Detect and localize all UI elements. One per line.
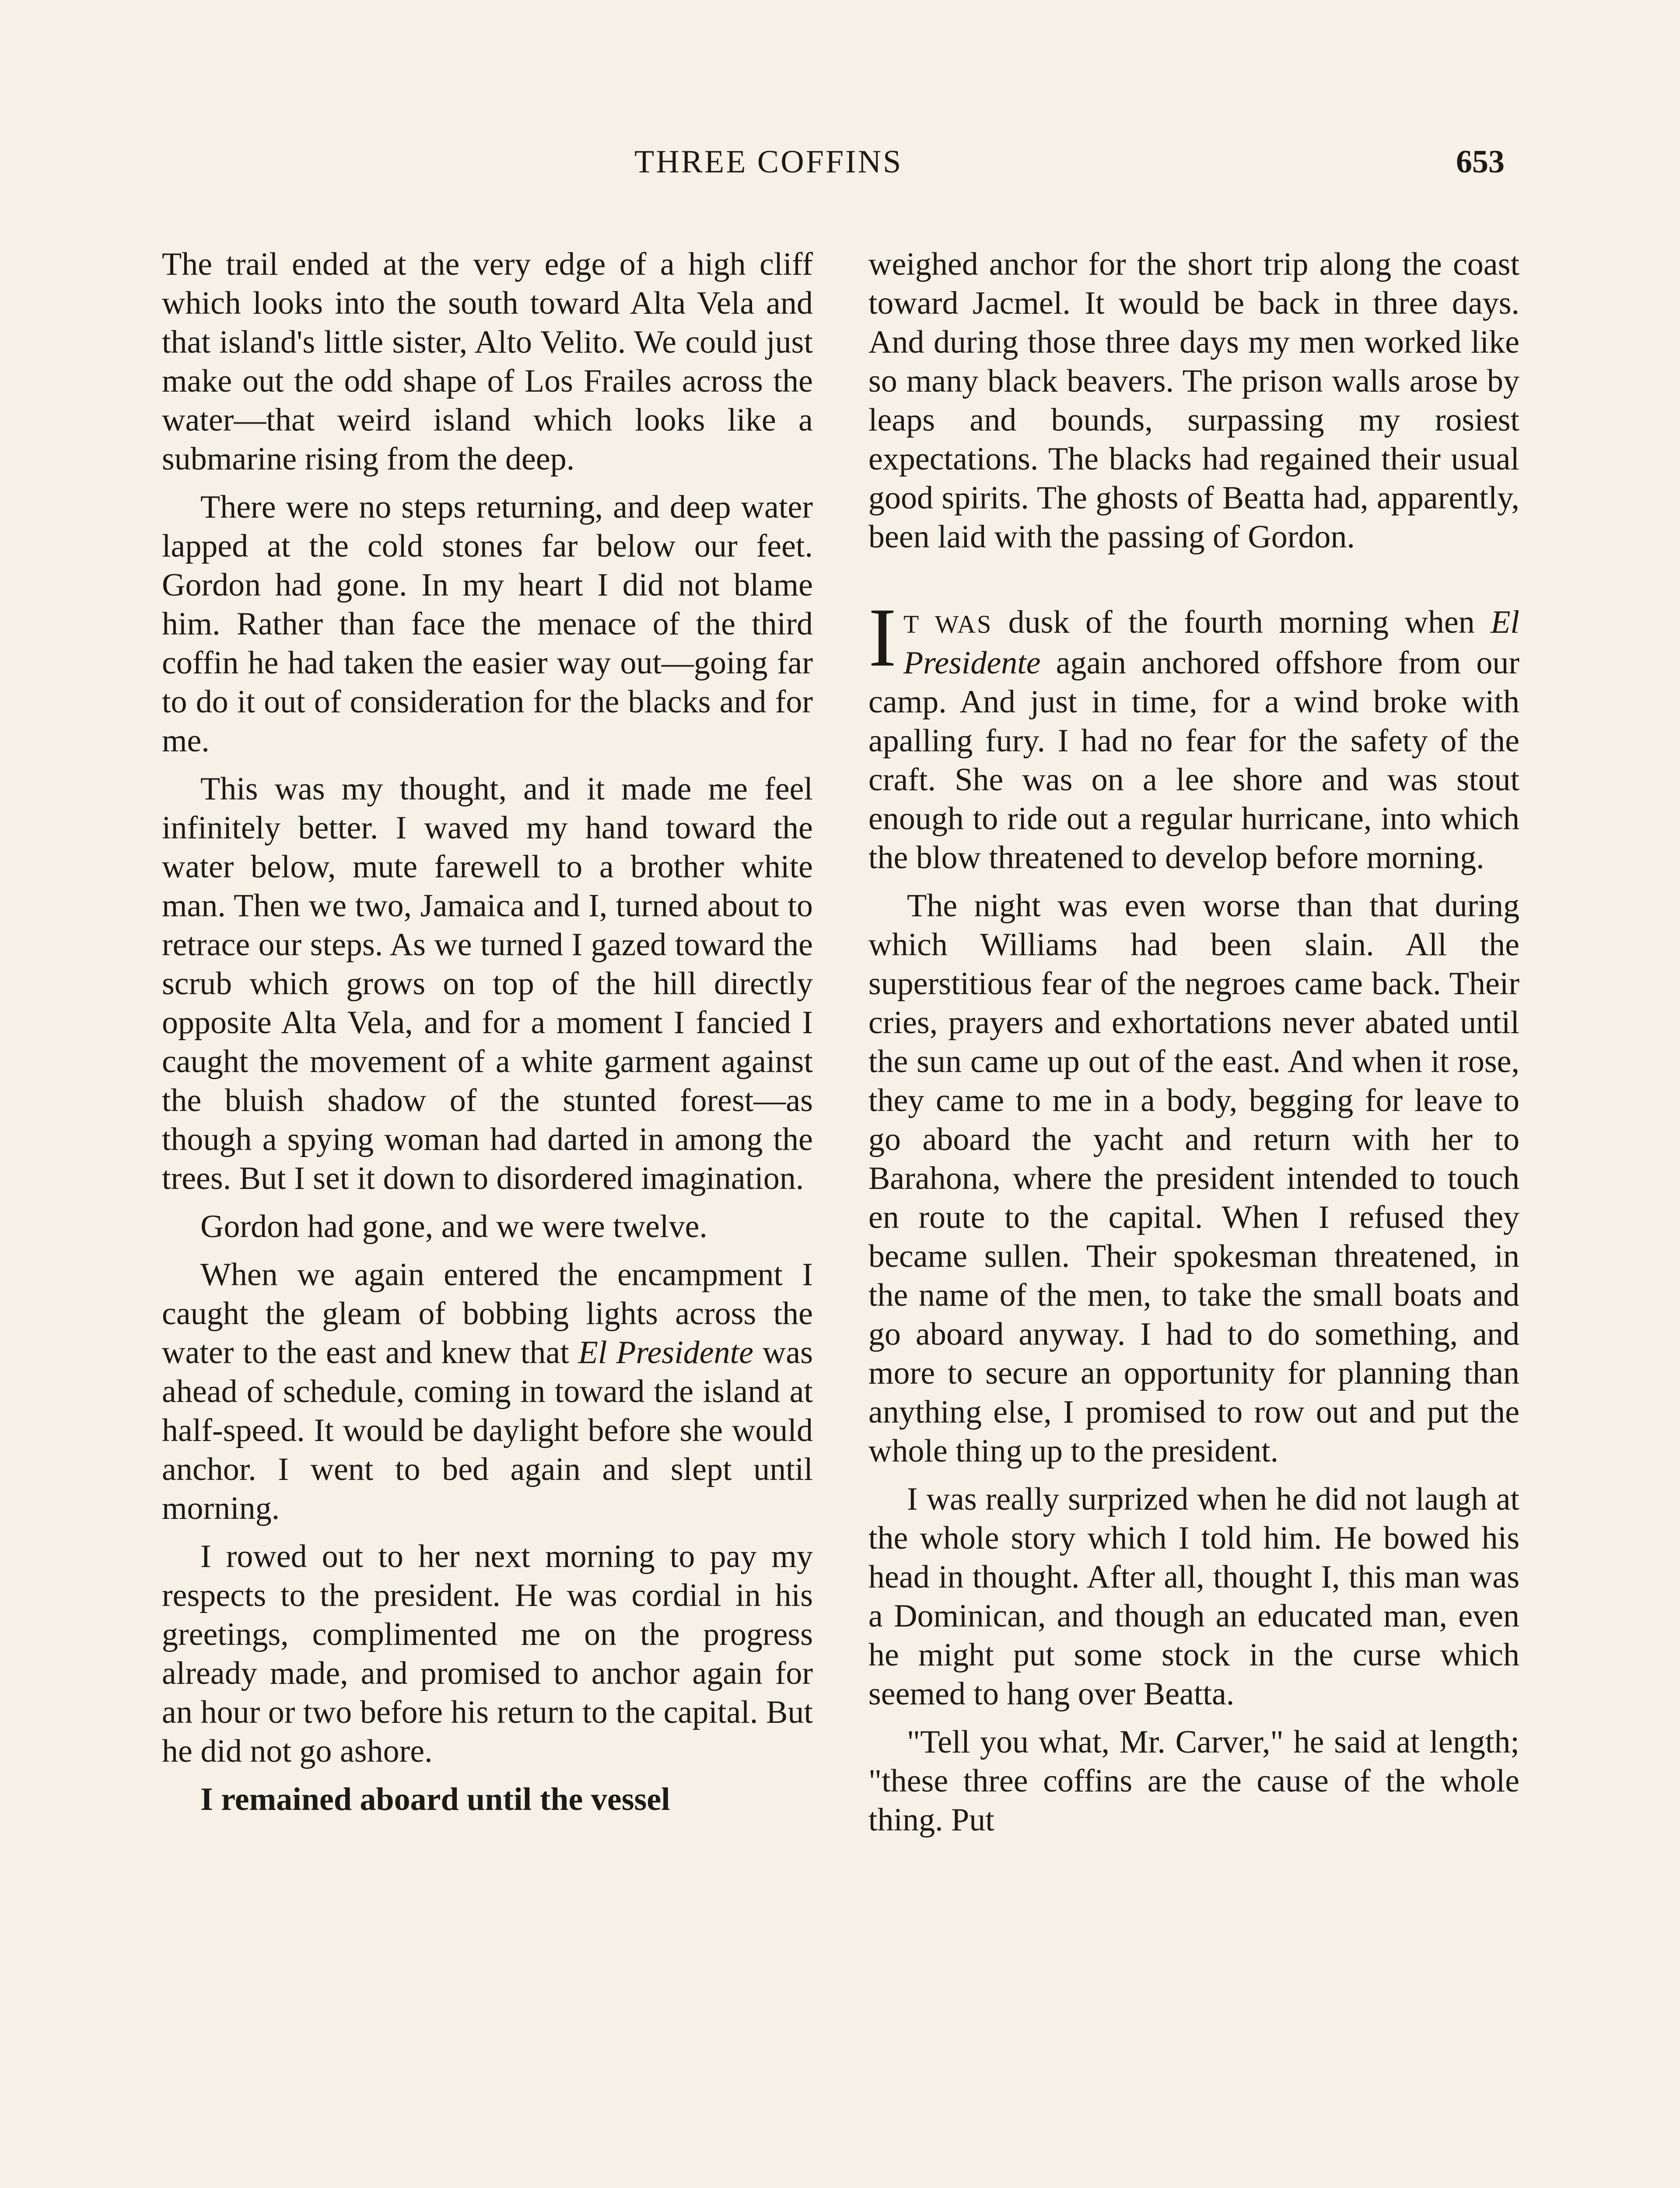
paragraph: "Tell you what, Mr. Carver," he said at length; "these three coffins are the cause of the whole thing. Put [868, 1724, 1519, 1838]
ship-name: El Presidente [903, 604, 1519, 681]
section-opening-paragraph [868, 591, 1519, 877]
page-number: 653 [1456, 144, 1505, 180]
running-head: THREE COFFINS [634, 144, 903, 180]
text-run: was ahead of schedule, coming in toward the island at half-speed. It would be daylight before she would anchor. I went to bed again and slept until morning. [162, 1335, 813, 1526]
paragraph: There were no steps returning, and deep water lapped at the cold stones far below our feet. Gordon had gone. In my heart I did not blame him. Rather than face the menace of the third coffin he had taken the easier way out—going far to do it out of consideration for the blacks and for me. [162, 489, 813, 759]
paragraph: Gordon had gone, and we were twelve. [200, 1209, 707, 1245]
paragraph: I was really surprized when he did not laugh at the whole story which I told him. He bowed his head in thought. After all, thought I, this man was a Dominican, and though an educated man, even he might put some stock in the curse which seemed to hang over Beatta. [868, 1481, 1519, 1712]
text-run: again anchored offshore from our camp. And just in time, for a wind broke with apalling fury. I had no fear for the safety of the craft. She was on a lee shore and was stout enough to ride out a regular hurricane, into which the blow threatened to develop before morning. [868, 645, 1519, 876]
paragraph: weighed anchor for the short trip along the coast toward Jacmel. It would be back in three days. And during those three days my men worked like so many black beavers. The prison walls arose by leaps and bounds, surpassing my rosiest expectations. The blacks had regained their usual good spirits. The ghosts of Beatta had, apparently, been laid with the passing of Gordon. [868, 246, 1519, 555]
left-column [162, 245, 813, 1828]
text-run: dusk of the fourth morning when [992, 604, 1491, 640]
ship-name: El Presidente [578, 1335, 754, 1371]
paragraph: The trail ended at the very edge of a high cliff which looks into the south toward Alta Vela and that island's little sister, Alto Velito. We could just make out the odd shape of Los Frailes across the water—that weird island which looks like a submarine rising from the deep. [162, 246, 813, 477]
text-run: When we again entered the encampment I caught the gleam of bobbing lights across the water to the east and knew that [162, 1257, 813, 1371]
paragraph: I remained aboard until the vessel [200, 1781, 670, 1817]
drop-cap: I [868, 591, 896, 684]
right-column [868, 245, 1519, 1849]
small-caps-lead: T WAS [903, 610, 993, 638]
paragraph [162, 1255, 813, 1528]
paragraph: This was my thought, and it made me feel infinitely better. I waved my hand toward the water below, mute farewell to a brother white man. Then we two, Jamaica and I, turned about to retrace our steps. As we turned I gazed toward the scrub which grows on top of the hill directly opposite Alta Vela, and for a moment I fancied I caught the movement of a white garment against the bluish shadow of the stunted forest—as though a spying woman had darted in among the trees. But I set it down to disordered imagination. [162, 771, 813, 1196]
paragraph: I rowed out to her next morning to pay my respects to the president. He was cordial in his greetings, complimented me on the progress already made, and promised to anchor again for an hour or two before his return to the capital. But he did not go ashore. [162, 1539, 813, 1769]
paragraph: The night was even worse than that during which Williams had been slain. All the superstitious fear of the negroes came back. Their cries, prayers and exhortations never abated until the sun came up out of the east. And when it rose, they came to me in a body, begging for leave to go aboard the yacht and return with her to Barahona, where the president intended to touch en route to the capital. When I refused they became sullen. Their spokesman threatened, in the name of the men, to take the small boats and go aboard anyway. I had to do something, and more to secure an opportunity for planning than anything else, I promised to row out and put the whole thing up to the president. [868, 888, 1519, 1469]
